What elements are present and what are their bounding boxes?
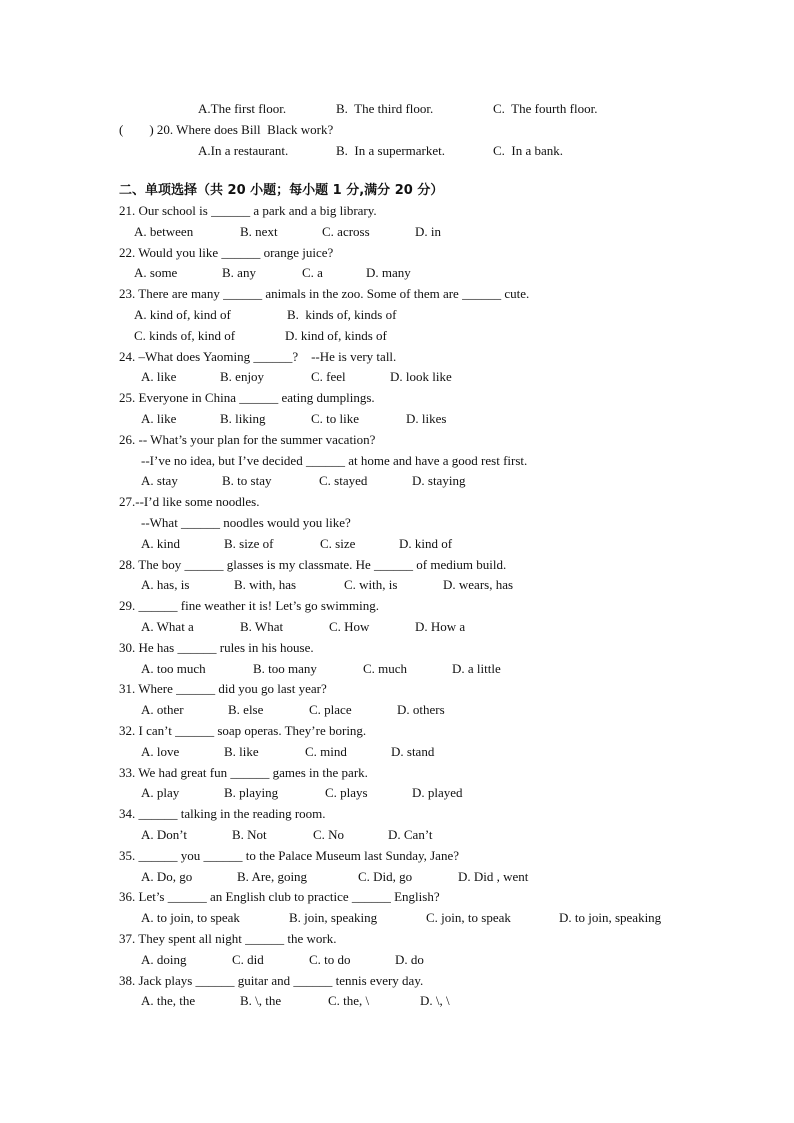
option-a: A. like [141,411,177,426]
q20-option-c: C. In a bank. [493,143,564,158]
q20-stem: ( ) 20. Where does Bill Black work? [119,122,334,137]
option-a: A. has, is [141,577,190,592]
option-a: A. love [141,744,180,759]
option-c: C. kinds of, kind of [134,328,236,343]
option-a: A. the, the [141,993,196,1008]
option-b: B. enjoy [220,369,265,384]
option-c: C. place [309,702,352,717]
option-a: A. to join, to speak [141,910,240,925]
question-stem: 38. Jack plays ______ guitar and ______ tennis every day. [119,973,424,988]
option-d: D. How a [415,619,466,634]
option-d: D. Did , went [458,869,529,884]
option-c: C. much [363,661,408,676]
option-a: A. other [141,702,184,717]
question-stem: 31. Where ______ did you go last year? [119,681,327,696]
option-c: C. No [313,827,345,842]
question-stem: 28. The boy ______ glasses is my classmate. He ______ of medium build. [119,557,507,572]
question-stem: 33. We had great fun ______ games in the park. [119,765,368,780]
option-b: B. Not [232,827,267,842]
option-d: D. others [397,702,445,717]
option-a: A. kind of, kind of [134,307,231,322]
option-b: B. with, has [234,577,297,592]
option-b: B. \, the [240,993,282,1008]
option-b: B. size of [224,536,274,551]
question-stem: 25. Everyone in China ______ eating dumplings. [119,390,375,405]
option-d: D. in [415,224,441,239]
option-b: B. too many [253,661,317,676]
option-d: D. likes [406,411,447,426]
q19-option-b: B. The third floor. [336,101,434,116]
option-d: D. a little [452,661,501,676]
option-d: D. look like [390,369,452,384]
q19-option-c: C. The fourth floor. [493,101,598,116]
option-b: B. like [224,744,259,759]
option-d: D. do [395,952,424,967]
option-a: A. too much [141,661,206,676]
option-c: C. join, to speak [426,910,511,925]
option-c: C. to do [309,952,351,967]
option-c: C. across [322,224,370,239]
option-c: C. feel [311,369,346,384]
q20-option-b: B. In a supermarket. [336,143,446,158]
option-b: B. join, speaking [289,910,378,925]
option-b: B. next [240,224,278,239]
question-stem: 36. Let’s ______ an English club to practice ______ English? [119,889,440,904]
option-d: D. Can’t [388,827,433,842]
question-stem-line-2: --I’ve no idea, but I’ve decided ______ at home and have a good rest first. [141,453,528,468]
option-a: A. between [134,224,194,239]
q19-option-a: A.The first floor. [198,101,287,116]
question-stem: 35. ______ you ______ to the Palace Museum last Sunday, Jane? [119,848,459,863]
option-a: A. stay [141,473,178,488]
question-stem: 29. ______ fine weather it is! Let’s go swimming. [119,598,379,613]
option-c: C. a [302,265,323,280]
option-b: B. What [240,619,284,634]
option-d: D. kind of [399,536,453,551]
option-b: C. did [232,952,264,967]
option-a: A. like [141,369,177,384]
option-b: B. to stay [222,473,272,488]
option-c: C. size [320,536,356,551]
option-c: C. stayed [319,473,368,488]
option-a: A. Don’t [141,827,187,842]
question-stem: 32. I can’t ______ soap operas. They’re boring. [119,723,367,738]
option-d: D. wears, has [443,577,514,592]
option-a: A. Do, go [141,869,193,884]
option-b: B. playing [224,785,279,800]
question-stem: 34. ______ talking in the reading room. [119,806,326,821]
option-b: B. Are, going [237,869,308,884]
option-c: C. with, is [344,577,398,592]
q20-option-a: A.In a restaurant. [198,143,289,158]
option-b: B. any [222,265,256,280]
option-c: C. the, \ [328,993,370,1008]
question-stem: 30. He has ______ rules in his house. [119,640,314,655]
option-a: A. play [141,785,180,800]
option-d: D. kind of, kinds of [285,328,387,343]
option-d: D. played [412,785,463,800]
option-d: D. to join, speaking [559,910,662,925]
option-d: D. stand [391,744,435,759]
option-c: C. How [329,619,370,634]
question-stem: 23. There are many ______ animals in the zoo. Some of them are ______ cute. [119,286,530,301]
question-stem: 27.--I’d like some noodles. [119,494,260,509]
question-stem: 24. –What does Yaoming ______? --He is very tall. [119,349,397,364]
section-2-title: 二、单项选择（共 20 小题；每小题 1 分,满分 20 分） [119,183,444,198]
option-c: C. Did, go [358,869,413,884]
option-c: C. plays [325,785,368,800]
option-d: D. \, \ [420,993,450,1008]
option-b: B. else [228,702,264,717]
option-a: A. doing [141,952,187,967]
question-stem: 26. -- What’s your plan for the summer vacation? [119,432,376,447]
option-b: B. kinds of, kinds of [287,307,397,322]
option-c: C. mind [305,744,347,759]
question-stem-line-2: --What ______ noodles would you like? [141,515,351,530]
option-d: D. many [366,265,411,280]
question-stem: 37. They spent all night ______ the work. [119,931,337,946]
option-d: D. staying [412,473,466,488]
question-stem: 22. Would you like ______ orange juice? [119,245,334,260]
option-a: A. kind [141,536,180,551]
option-b: B. liking [220,411,266,426]
question-stem: 21. Our school is ______ a park and a big library. [119,203,377,218]
option-c: C. to like [311,411,360,426]
option-a: A. What a [141,619,194,634]
option-a: A. some [134,265,178,280]
